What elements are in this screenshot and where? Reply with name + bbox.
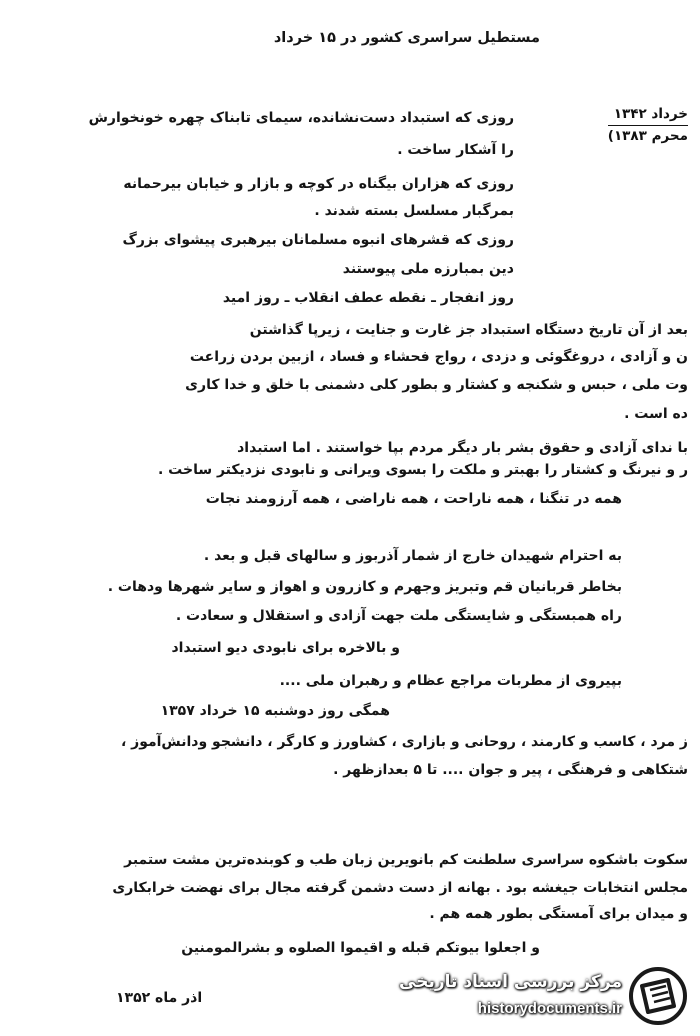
text-line: را آشکار ساخت . bbox=[397, 142, 514, 158]
text-line: و اجعلوا بیوتکم قبله و اقیموا الصلوه و بشرالمومنین bbox=[181, 940, 540, 956]
text-line: به احترام شهیدان خارج از شمار آذربوز و سالهای قبل و بعد . bbox=[203, 548, 622, 564]
text-line: بعد از آن تاریخ دستگاه استبداد جز غارت و جنایت ، زیرپا گذاشتن bbox=[249, 322, 688, 338]
text-line: روز انفجار ـ نقطه عطف انقلاب ـ روز امید bbox=[222, 290, 514, 306]
text-line: روزی که هزاران بیگناه در کوچه و بازار و خیابان بیرحمانه bbox=[123, 176, 514, 192]
text-line: و بالاخره برای نابودی دیو استبداد bbox=[171, 640, 400, 656]
text-line: همگی روز دوشنبه ۱۵ خرداد ۱۳۵۷ bbox=[160, 703, 390, 719]
document-title: مستطیل سراسری کشور در ۱۵ خرداد bbox=[273, 30, 540, 46]
text-line: بپیروی از مطربات مراجع عظام و رهبران ملی .... bbox=[279, 673, 622, 689]
text-line: سکوت باشکوه سراسری سلطنت کم بانویرین زبان طب و کوبنده‌ترین مشت ستمبر bbox=[124, 852, 688, 868]
text-line: بخاطر قربانیان قم وتبریز وجهرم و کازرون و اهواز و سایر شهرها ودهات . bbox=[107, 579, 622, 595]
footer-date: اذر ماه ۱۳۵۲ bbox=[116, 990, 203, 1006]
text-line: وت ملی ، حبس و شکنجه و کشتار و بطور کلی دشمنی با خلق و خدا کاری bbox=[185, 377, 688, 393]
watermark bbox=[399, 962, 688, 1032]
text-line: مجلس انتخابات جیغشه بود . بهانه از دست دشمن گرفته مجال برای نهضت خرابکاری bbox=[112, 880, 688, 896]
text-line: ز مرد ، کاسب و کارمند ، روحانی و بازاری ، کشاورز و کارگر ، دانشجو ودانش‌آموز ، bbox=[120, 734, 688, 750]
text-line: راه همبستگی و شایستگی ملت جهت آزادی و استقلال و سعادت . bbox=[175, 608, 622, 624]
date-header bbox=[608, 104, 688, 146]
date-lunar: محرم ۱۳۸۳) bbox=[607, 128, 688, 144]
text-line: روزی که استبداد دست‌نشانده، سیمای تابناک چهره خونخوارش bbox=[88, 110, 514, 126]
date-solar: خرداد ۱۳۴۲ bbox=[608, 104, 688, 126]
text-line: همه در تنگنا ، همه ناراحت ، همه ناراضی ، همه آرزومند نجات bbox=[205, 491, 622, 507]
text-line: و میدان برای آمستگی بطور همه هم . bbox=[429, 906, 688, 922]
text-line: بمرگبار مسلسل بسته شدند . bbox=[314, 203, 514, 219]
text-line: دین بمبارزه ملی پیوستند bbox=[342, 261, 514, 277]
watermark-url: historydocuments.ir bbox=[477, 1000, 622, 1017]
text-line: با ندای آزادی و حقوق بشر بار دیگر مردم بپا خواستند . اما استبداد bbox=[237, 440, 688, 456]
text-line: ر و نیرنگ و کشتار را بهبتر و ملکت را بسوی ویرانی و نابودی نزدیکتر ساخت . bbox=[157, 462, 688, 478]
document-seal-icon bbox=[628, 966, 688, 1026]
watermark-title: مرکز بررسی اسناد تاریخی bbox=[399, 972, 622, 992]
text-line: ده است . bbox=[624, 406, 688, 422]
text-line: شتکاهی و فرهنگی ، پیر و جوان .... تا ۵ بعدازظهر . bbox=[333, 762, 688, 778]
text-line: روزی که قشرهای انبوه مسلمانان بیرهبری پیشوای بزرگ bbox=[122, 232, 514, 248]
text-line: ن و آزادی ، دروغگوئی و دزدی ، رواج فحشاء و فساد ، ازبین بردن زراعت bbox=[189, 349, 688, 365]
